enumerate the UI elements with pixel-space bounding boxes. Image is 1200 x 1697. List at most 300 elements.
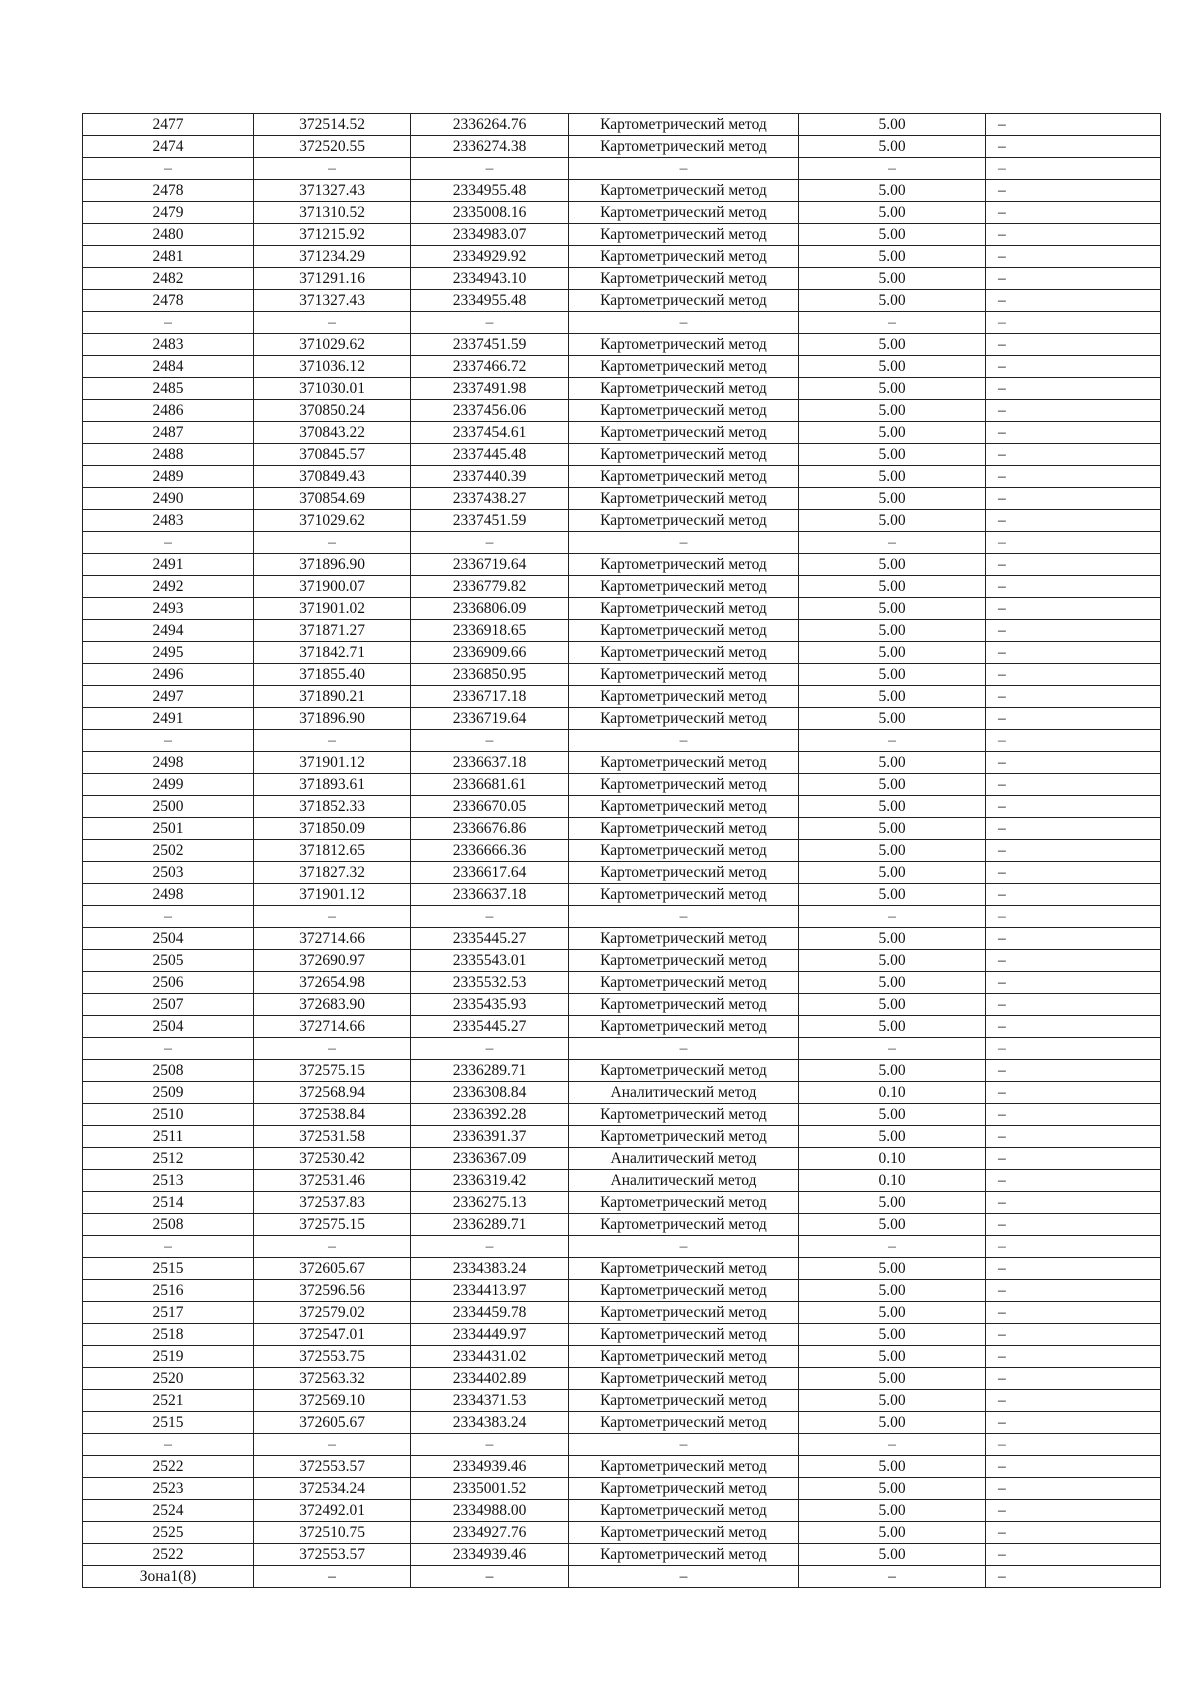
y-coordinate-cell: 2336676.86 [411, 818, 569, 840]
accuracy-cell: 5.00 [799, 400, 986, 422]
point-number-cell: 2483 [83, 334, 254, 356]
point-number-cell: 2510 [83, 1104, 254, 1126]
x-coordinate-cell: 371029.62 [254, 334, 411, 356]
y-coordinate-cell: 2336274.38 [411, 136, 569, 158]
x-coordinate-cell: 371896.90 [254, 554, 411, 576]
description-cell: – [986, 950, 1161, 972]
accuracy-cell: – [799, 1038, 986, 1060]
x-coordinate-cell: 371291.16 [254, 268, 411, 290]
x-coordinate-cell: 371871.27 [254, 620, 411, 642]
x-coordinate-cell: 372683.90 [254, 994, 411, 1016]
y-coordinate-cell: 2337491.98 [411, 378, 569, 400]
table-row [83, 290, 1161, 312]
description-cell: – [986, 1478, 1161, 1500]
x-coordinate-cell: 372538.84 [254, 1104, 411, 1126]
x-coordinate-cell: 372690.97 [254, 950, 411, 972]
description-cell: – [986, 158, 1161, 180]
table-row [83, 1368, 1161, 1390]
x-coordinate-cell: 371327.43 [254, 180, 411, 202]
y-coordinate-cell: – [411, 1236, 569, 1258]
description-cell: – [986, 554, 1161, 576]
table-row [83, 136, 1161, 158]
x-coordinate-cell: 372537.83 [254, 1192, 411, 1214]
table-row [83, 1214, 1161, 1236]
accuracy-cell: 5.00 [799, 884, 986, 906]
description-cell: – [986, 840, 1161, 862]
table-row [83, 576, 1161, 598]
x-coordinate-cell: 372553.75 [254, 1346, 411, 1368]
y-coordinate-cell: 2334449.97 [411, 1324, 569, 1346]
description-cell: – [986, 1566, 1161, 1588]
x-coordinate-cell: 372575.15 [254, 1214, 411, 1236]
method-cell: Картометрический метод [569, 202, 799, 224]
description-cell: – [986, 884, 1161, 906]
description-cell: – [986, 1214, 1161, 1236]
x-coordinate-cell: 372605.67 [254, 1412, 411, 1434]
y-coordinate-cell: 2335445.27 [411, 928, 569, 950]
table-row [83, 400, 1161, 422]
point-number-cell: 2519 [83, 1346, 254, 1368]
table-row [83, 378, 1161, 400]
method-cell: Картометрический метод [569, 1016, 799, 1038]
point-number-cell: 2503 [83, 862, 254, 884]
method-cell: Картометрический метод [569, 708, 799, 730]
x-coordinate-cell: 372605.67 [254, 1258, 411, 1280]
description-cell: – [986, 1280, 1161, 1302]
description-cell: – [986, 1346, 1161, 1368]
table-row [83, 1478, 1161, 1500]
x-coordinate-cell: 372510.75 [254, 1522, 411, 1544]
description-cell: – [986, 1016, 1161, 1038]
table-row [83, 906, 1161, 928]
x-coordinate-cell: 371812.65 [254, 840, 411, 862]
method-cell: Картометрический метод [569, 1192, 799, 1214]
table-row [83, 884, 1161, 906]
point-number-cell: 2522 [83, 1544, 254, 1566]
method-cell: Картометрический метод [569, 1324, 799, 1346]
table-row [83, 422, 1161, 444]
method-cell: – [569, 1566, 799, 1588]
accuracy-cell: 5.00 [799, 928, 986, 950]
table-row [83, 1456, 1161, 1478]
description-cell: – [986, 202, 1161, 224]
x-coordinate-cell: 371234.29 [254, 246, 411, 268]
y-coordinate-cell: 2336275.13 [411, 1192, 569, 1214]
accuracy-cell: 5.00 [799, 1280, 986, 1302]
x-coordinate-cell: 372563.32 [254, 1368, 411, 1390]
description-cell: – [986, 972, 1161, 994]
point-number-cell: 2505 [83, 950, 254, 972]
description-cell: – [986, 1522, 1161, 1544]
description-cell: – [986, 1060, 1161, 1082]
y-coordinate-cell: – [411, 1434, 569, 1456]
table-row [83, 1500, 1161, 1522]
accuracy-cell: 5.00 [799, 950, 986, 972]
table-row [83, 334, 1161, 356]
accuracy-cell: – [799, 1434, 986, 1456]
description-cell: – [986, 994, 1161, 1016]
point-number-cell: 2509 [83, 1082, 254, 1104]
point-number-cell: 2522 [83, 1456, 254, 1478]
accuracy-cell: 5.00 [799, 268, 986, 290]
accuracy-cell: 5.00 [799, 620, 986, 642]
table-row [83, 994, 1161, 1016]
method-cell: Картометрический метод [569, 972, 799, 994]
method-cell: Картометрический метод [569, 950, 799, 972]
x-coordinate-cell: 372534.24 [254, 1478, 411, 1500]
accuracy-cell: 5.00 [799, 1456, 986, 1478]
description-cell: – [986, 796, 1161, 818]
description-cell: – [986, 400, 1161, 422]
x-coordinate-cell: 371327.43 [254, 290, 411, 312]
accuracy-cell: – [799, 1236, 986, 1258]
table-row [83, 1082, 1161, 1104]
method-cell: Картометрический метод [569, 620, 799, 642]
y-coordinate-cell: 2335001.52 [411, 1478, 569, 1500]
accuracy-cell: 5.00 [799, 510, 986, 532]
table-row [83, 202, 1161, 224]
method-cell: Картометрический метод [569, 994, 799, 1016]
accuracy-cell: 5.00 [799, 664, 986, 686]
y-coordinate-cell: 2337454.61 [411, 422, 569, 444]
x-coordinate-cell: 372569.10 [254, 1390, 411, 1412]
point-number-cell: – [83, 158, 254, 180]
method-cell: Картометрический метод [569, 1500, 799, 1522]
method-cell: Картометрический метод [569, 1104, 799, 1126]
y-coordinate-cell: 2337451.59 [411, 510, 569, 532]
y-coordinate-cell: 2334929.92 [411, 246, 569, 268]
x-coordinate-cell: 372547.01 [254, 1324, 411, 1346]
y-coordinate-cell: 2336264.76 [411, 114, 569, 136]
method-cell: Картометрический метод [569, 1456, 799, 1478]
description-cell: – [986, 1544, 1161, 1566]
point-number-cell: 2498 [83, 752, 254, 774]
y-coordinate-cell: – [411, 906, 569, 928]
x-coordinate-cell: 370843.22 [254, 422, 411, 444]
y-coordinate-cell: – [411, 1038, 569, 1060]
point-number-cell: 2492 [83, 576, 254, 598]
accuracy-cell: 5.00 [799, 972, 986, 994]
point-number-cell: 2524 [83, 1500, 254, 1522]
y-coordinate-cell: 2336367.09 [411, 1148, 569, 1170]
x-coordinate-cell: 372531.46 [254, 1170, 411, 1192]
accuracy-cell: 5.00 [799, 444, 986, 466]
table-row [83, 818, 1161, 840]
accuracy-cell: – [799, 730, 986, 752]
y-coordinate-cell: 2337456.06 [411, 400, 569, 422]
x-coordinate-cell: 372579.02 [254, 1302, 411, 1324]
point-number-cell: 2504 [83, 928, 254, 950]
table-row [83, 554, 1161, 576]
point-number-cell: 2515 [83, 1412, 254, 1434]
method-cell: Картометрический метод [569, 642, 799, 664]
description-cell: – [986, 774, 1161, 796]
accuracy-cell: 5.00 [799, 466, 986, 488]
y-coordinate-cell: 2334413.97 [411, 1280, 569, 1302]
accuracy-cell: 5.00 [799, 1500, 986, 1522]
x-coordinate-cell: 371827.32 [254, 862, 411, 884]
x-coordinate-cell: – [254, 312, 411, 334]
x-coordinate-cell: 371215.92 [254, 224, 411, 246]
description-cell: – [986, 1258, 1161, 1280]
y-coordinate-cell: 2336319.42 [411, 1170, 569, 1192]
x-coordinate-cell: 372553.57 [254, 1544, 411, 1566]
accuracy-cell: 5.00 [799, 114, 986, 136]
y-coordinate-cell: 2334988.00 [411, 1500, 569, 1522]
x-coordinate-cell: 372553.57 [254, 1456, 411, 1478]
description-cell: – [986, 422, 1161, 444]
method-cell: Аналитический метод [569, 1148, 799, 1170]
accuracy-cell: 0.10 [799, 1148, 986, 1170]
x-coordinate-cell: – [254, 1038, 411, 1060]
method-cell: Картометрический метод [569, 1346, 799, 1368]
point-number-cell: 2491 [83, 554, 254, 576]
description-cell: – [986, 906, 1161, 928]
x-coordinate-cell: 371855.40 [254, 664, 411, 686]
point-number-cell: 2525 [83, 1522, 254, 1544]
y-coordinate-cell: 2336717.18 [411, 686, 569, 708]
method-cell: Картометрический метод [569, 488, 799, 510]
table-row [83, 686, 1161, 708]
x-coordinate-cell: – [254, 532, 411, 554]
description-cell: – [986, 268, 1161, 290]
coordinates-table [82, 113, 1161, 1588]
y-coordinate-cell: 2335008.16 [411, 202, 569, 224]
point-number-cell: 2507 [83, 994, 254, 1016]
x-coordinate-cell: 371842.71 [254, 642, 411, 664]
table-row [83, 1434, 1161, 1456]
table-row [83, 488, 1161, 510]
table-row [83, 1302, 1161, 1324]
description-cell: – [986, 1324, 1161, 1346]
method-cell: – [569, 532, 799, 554]
x-coordinate-cell: 371890.21 [254, 686, 411, 708]
x-coordinate-cell: 370849.43 [254, 466, 411, 488]
description-cell: – [986, 246, 1161, 268]
x-coordinate-cell: – [254, 158, 411, 180]
x-coordinate-cell: 371893.61 [254, 774, 411, 796]
x-coordinate-cell: 371901.02 [254, 598, 411, 620]
description-cell: – [986, 488, 1161, 510]
table-row [83, 1060, 1161, 1082]
method-cell: – [569, 1038, 799, 1060]
description-cell: – [986, 1170, 1161, 1192]
y-coordinate-cell: 2337451.59 [411, 334, 569, 356]
x-coordinate-cell: 372492.01 [254, 1500, 411, 1522]
x-coordinate-cell: 372514.52 [254, 114, 411, 136]
accuracy-cell: 5.00 [799, 1544, 986, 1566]
y-coordinate-cell: 2336391.37 [411, 1126, 569, 1148]
method-cell: Картометрический метод [569, 1412, 799, 1434]
accuracy-cell: 5.00 [799, 246, 986, 268]
description-cell: – [986, 532, 1161, 554]
description-cell: – [986, 752, 1161, 774]
method-cell: Картометрический метод [569, 356, 799, 378]
table-row [83, 708, 1161, 730]
accuracy-cell: 5.00 [799, 1478, 986, 1500]
table-row [83, 774, 1161, 796]
table-body [83, 114, 1161, 1588]
method-cell: – [569, 158, 799, 180]
description-cell: – [986, 576, 1161, 598]
table-row [83, 1038, 1161, 1060]
accuracy-cell: 5.00 [799, 774, 986, 796]
y-coordinate-cell: 2335532.53 [411, 972, 569, 994]
accuracy-cell: 5.00 [799, 1016, 986, 1038]
point-number-cell: 2501 [83, 818, 254, 840]
table-row [83, 642, 1161, 664]
point-number-cell: 2508 [83, 1060, 254, 1082]
method-cell: Картометрический метод [569, 1126, 799, 1148]
x-coordinate-cell: – [254, 730, 411, 752]
description-cell: – [986, 1456, 1161, 1478]
point-number-cell: 2487 [83, 422, 254, 444]
point-number-cell: 2516 [83, 1280, 254, 1302]
point-number-cell: 2517 [83, 1302, 254, 1324]
description-cell: – [986, 1192, 1161, 1214]
accuracy-cell: 5.00 [799, 1258, 986, 1280]
y-coordinate-cell: 2335435.93 [411, 994, 569, 1016]
description-cell: – [986, 466, 1161, 488]
table-row [83, 1126, 1161, 1148]
description-cell: – [986, 114, 1161, 136]
table-row [83, 664, 1161, 686]
method-cell: Картометрический метод [569, 1214, 799, 1236]
y-coordinate-cell: 2336617.64 [411, 862, 569, 884]
point-number-cell: 2496 [83, 664, 254, 686]
point-number-cell: 2502 [83, 840, 254, 862]
description-cell: – [986, 730, 1161, 752]
description-cell: – [986, 1082, 1161, 1104]
y-coordinate-cell: 2336666.36 [411, 840, 569, 862]
description-cell: – [986, 862, 1161, 884]
x-coordinate-cell: 371310.52 [254, 202, 411, 224]
method-cell: Картометрический метод [569, 268, 799, 290]
accuracy-cell: 5.00 [799, 686, 986, 708]
description-cell: – [986, 1148, 1161, 1170]
description-cell: – [986, 1236, 1161, 1258]
table-row [83, 180, 1161, 202]
description-cell: – [986, 818, 1161, 840]
table-row [83, 268, 1161, 290]
table-row [83, 796, 1161, 818]
description-cell: – [986, 136, 1161, 158]
point-number-cell: 2515 [83, 1258, 254, 1280]
table-row [83, 1236, 1161, 1258]
point-number-cell: 2504 [83, 1016, 254, 1038]
x-coordinate-cell: – [254, 906, 411, 928]
point-number-cell: 2514 [83, 1192, 254, 1214]
y-coordinate-cell: 2336392.28 [411, 1104, 569, 1126]
method-cell: Картометрический метод [569, 818, 799, 840]
accuracy-cell: 5.00 [799, 422, 986, 444]
point-number-cell: Зона1(8) [83, 1566, 254, 1588]
y-coordinate-cell: 2336850.95 [411, 664, 569, 686]
table-row [83, 928, 1161, 950]
method-cell: Картометрический метод [569, 180, 799, 202]
accuracy-cell: 5.00 [799, 334, 986, 356]
x-coordinate-cell: 371850.09 [254, 818, 411, 840]
x-coordinate-cell: – [254, 1236, 411, 1258]
method-cell: Картометрический метод [569, 884, 799, 906]
method-cell: Картометрический метод [569, 1302, 799, 1324]
point-number-cell: 2474 [83, 136, 254, 158]
point-number-cell: 2491 [83, 708, 254, 730]
method-cell: Аналитический метод [569, 1170, 799, 1192]
table-row [83, 1324, 1161, 1346]
description-cell: – [986, 290, 1161, 312]
x-coordinate-cell: 372654.98 [254, 972, 411, 994]
description-cell: – [986, 620, 1161, 642]
table-row [83, 1544, 1161, 1566]
table-row [83, 862, 1161, 884]
point-number-cell: 2478 [83, 180, 254, 202]
method-cell: Аналитический метод [569, 1082, 799, 1104]
x-coordinate-cell: 372714.66 [254, 1016, 411, 1038]
y-coordinate-cell: 2337466.72 [411, 356, 569, 378]
point-number-cell: 2493 [83, 598, 254, 620]
table-row [83, 158, 1161, 180]
method-cell: – [569, 1434, 799, 1456]
y-coordinate-cell: 2335543.01 [411, 950, 569, 972]
table-row [83, 532, 1161, 554]
method-cell: Картометрический метод [569, 136, 799, 158]
method-cell: Картометрический метод [569, 422, 799, 444]
y-coordinate-cell: 2336806.09 [411, 598, 569, 620]
accuracy-cell: – [799, 1566, 986, 1588]
method-cell: Картометрический метод [569, 1368, 799, 1390]
x-coordinate-cell: 371852.33 [254, 796, 411, 818]
x-coordinate-cell: 371036.12 [254, 356, 411, 378]
point-number-cell: 2484 [83, 356, 254, 378]
accuracy-cell: 5.00 [799, 840, 986, 862]
description-cell: – [986, 1368, 1161, 1390]
accuracy-cell: 5.00 [799, 224, 986, 246]
x-coordinate-cell: 372714.66 [254, 928, 411, 950]
y-coordinate-cell: 2336308.84 [411, 1082, 569, 1104]
description-cell: – [986, 312, 1161, 334]
table-row [83, 1280, 1161, 1302]
method-cell: – [569, 312, 799, 334]
table-row [83, 1522, 1161, 1544]
method-cell: Картометрический метод [569, 1060, 799, 1082]
table-row [83, 1258, 1161, 1280]
x-coordinate-cell: 372596.56 [254, 1280, 411, 1302]
table-row [83, 730, 1161, 752]
description-cell: – [986, 1126, 1161, 1148]
x-coordinate-cell: 371901.12 [254, 752, 411, 774]
point-number-cell: 2513 [83, 1170, 254, 1192]
method-cell: Картометрический метод [569, 466, 799, 488]
point-number-cell: 2498 [83, 884, 254, 906]
table-row [83, 466, 1161, 488]
point-number-cell: 2479 [83, 202, 254, 224]
y-coordinate-cell: 2334955.48 [411, 290, 569, 312]
table-row [83, 972, 1161, 994]
accuracy-cell: 5.00 [799, 136, 986, 158]
y-coordinate-cell: 2336637.18 [411, 884, 569, 906]
point-number-cell: 2506 [83, 972, 254, 994]
y-coordinate-cell: – [411, 158, 569, 180]
method-cell: Картометрический метод [569, 1544, 799, 1566]
point-number-cell: – [83, 906, 254, 928]
y-coordinate-cell: 2336289.71 [411, 1214, 569, 1236]
accuracy-cell: 5.00 [799, 356, 986, 378]
accuracy-cell: – [799, 312, 986, 334]
accuracy-cell: 5.00 [799, 1104, 986, 1126]
description-cell: – [986, 180, 1161, 202]
accuracy-cell: 0.10 [799, 1170, 986, 1192]
